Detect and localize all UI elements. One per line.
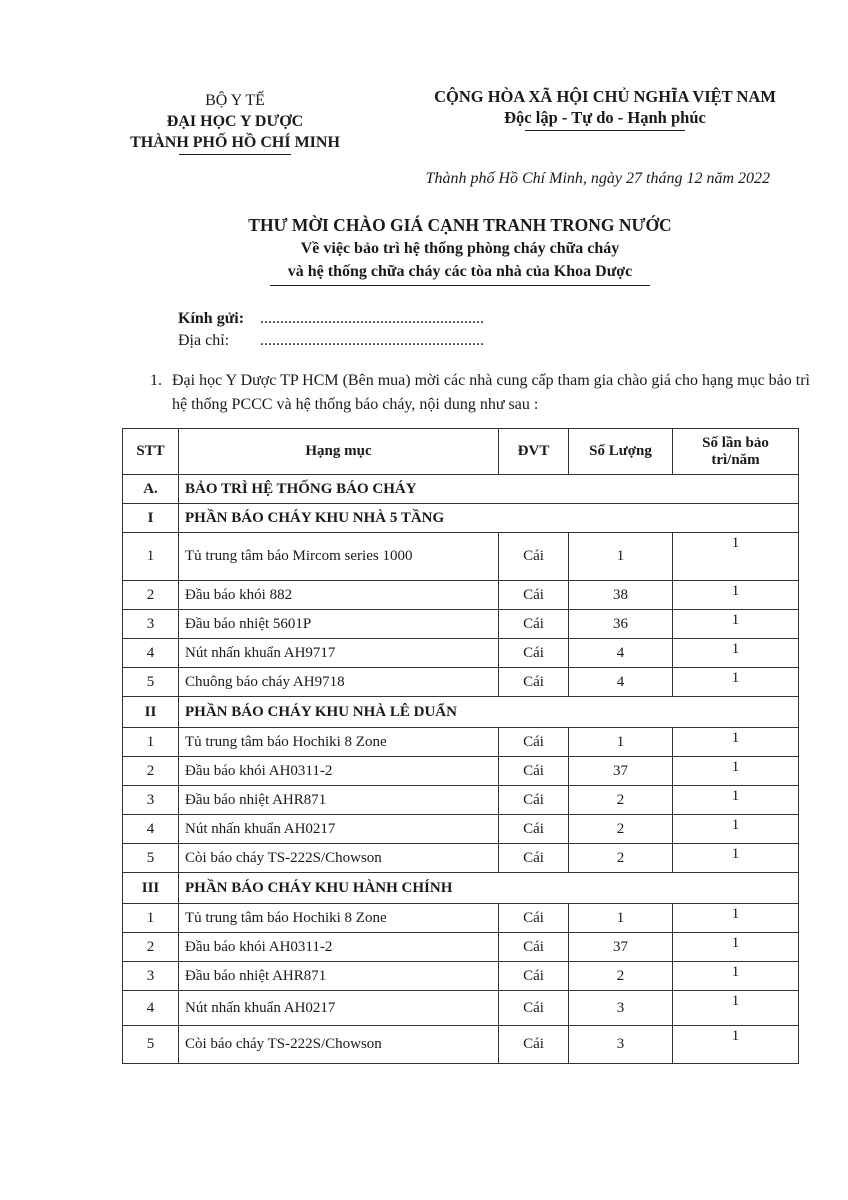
cell-unit: Cái: [499, 991, 569, 1026]
national-header: [410, 86, 800, 131]
cell-qty: 1: [569, 728, 673, 757]
cell-qty: 4: [569, 639, 673, 668]
cell-freq: 1: [673, 668, 799, 697]
cell-unit: Cái: [499, 815, 569, 844]
document-title: THƯ MỜI CHÀO GIÁ CẠNH TRANH TRONG NƯỚC: [248, 215, 672, 235]
cell-unit: Cái: [499, 728, 569, 757]
cell-stt: 2: [123, 581, 179, 610]
cell-freq: 1: [673, 786, 799, 815]
cell-qty: 37: [569, 933, 673, 962]
cell-freq: 1: [673, 844, 799, 873]
table-header-row: [123, 429, 799, 475]
table-row: [123, 962, 799, 991]
cell-item: Nút nhấn khuẩn AH0217: [179, 815, 499, 844]
cell-freq: 1: [673, 904, 799, 933]
cell-item: Đầu báo nhiệt 5601P: [179, 610, 499, 639]
org-underline: [179, 154, 291, 155]
city-name: THÀNH PHỐ HỒ CHÍ MINH: [130, 134, 340, 151]
cell-freq: 1: [673, 581, 799, 610]
table-row: [123, 610, 799, 639]
table-row: [123, 581, 799, 610]
section-title: PHẦN BÁO CHÁY KHU HÀNH CHÍNH: [179, 873, 799, 904]
cell-unit: Cái: [499, 757, 569, 786]
cell-qty: 4: [569, 668, 673, 697]
cell-freq: 1: [673, 962, 799, 991]
cell-unit: Cái: [499, 844, 569, 873]
cell-unit: Cái: [499, 962, 569, 991]
cell-item: Đầu báo khói AH0311-2: [179, 933, 499, 962]
cell-item: Tủ trung tâm báo Hochiki 8 Zone: [179, 904, 499, 933]
national-motto: Độc lập - Tự do - Hạnh phúc: [504, 108, 706, 127]
cell-unit: Cái: [499, 610, 569, 639]
header-stt: STT: [123, 429, 179, 475]
table-body: [123, 475, 799, 1064]
cell-stt: 4: [123, 991, 179, 1026]
cell-unit: Cái: [499, 1026, 569, 1064]
table-section-row: [123, 504, 799, 533]
cell-item: Đầu báo khói 882: [179, 581, 499, 610]
table-row: [123, 757, 799, 786]
cell-stt: 5: [123, 844, 179, 873]
recipient-label: Kính gửi:: [178, 310, 245, 327]
date-line: Thành phố Hồ Chí Minh, ngày 27 tháng 12 năm 2022: [425, 170, 770, 187]
cell-item: Đầu báo khói AH0311-2: [179, 757, 499, 786]
section-title: PHẦN BÁO CHÁY KHU NHÀ LÊ DUẨN: [179, 697, 799, 728]
address-label: Địa chỉ:: [178, 332, 230, 349]
section-number: A.: [123, 475, 179, 504]
cell-freq: 1: [673, 533, 799, 581]
cell-stt: 3: [123, 786, 179, 815]
document-title-block: [120, 214, 800, 286]
document-subtitle-2: và hệ thống chữa cháy các tòa nhà của Khoa Dược: [287, 263, 633, 280]
table-row: [123, 933, 799, 962]
university-name: ĐẠI HỌC Y DƯỢC: [166, 113, 304, 130]
section-number: II: [123, 697, 179, 728]
section-title: PHẦN BÁO CHÁY KHU NHÀ 5 TẦNG: [179, 504, 799, 533]
cell-item: Nút nhấn khuẩn AH0217: [179, 991, 499, 1026]
cell-stt: 1: [123, 904, 179, 933]
recipient-value: ........................................................: [260, 310, 484, 327]
header-qty: Số Lượng: [569, 429, 673, 475]
intro-number: 1.: [150, 372, 162, 389]
cell-unit: Cái: [499, 786, 569, 815]
table-row: [123, 668, 799, 697]
cell-qty: 1: [569, 904, 673, 933]
maintenance-items-table: [122, 428, 799, 1064]
table-row: [123, 533, 799, 581]
cell-qty: 1: [569, 533, 673, 581]
cell-qty: 38: [569, 581, 673, 610]
cell-qty: 2: [569, 844, 673, 873]
table-row: [123, 639, 799, 668]
cell-stt: 5: [123, 668, 179, 697]
cell-qty: 3: [569, 1026, 673, 1064]
cell-qty: 37: [569, 757, 673, 786]
address-row: [178, 330, 484, 352]
intro-text: Đại học Y Dược TP HCM (Bên mua) mời các nhà cung cấp tham gia chào giá cho hạng mục bảo trì hệ thống PCCC và hệ thống báo cháy, nội dung như sau :: [172, 372, 810, 413]
table-row: [123, 786, 799, 815]
cell-item: Tủ trung tâm báo Hochiki 8 Zone: [179, 728, 499, 757]
cell-freq: 1: [673, 610, 799, 639]
table-row: [123, 904, 799, 933]
section-number: I: [123, 504, 179, 533]
cell-qty: 3: [569, 991, 673, 1026]
ministry-name: BỘ Y TẾ: [205, 92, 265, 109]
cell-freq: 1: [673, 728, 799, 757]
organization-block: [100, 90, 370, 155]
header-unit: ĐVT: [499, 429, 569, 475]
cell-freq: 1: [673, 991, 799, 1026]
cell-item: Tủ trung tâm báo Mircom series 1000: [179, 533, 499, 581]
cell-item: Chuông báo cháy AH9718: [179, 668, 499, 697]
cell-item: Đầu báo nhiệt AHR871: [179, 962, 499, 991]
table-section-row: [123, 697, 799, 728]
cell-unit: Cái: [499, 639, 569, 668]
cell-item: Còi báo cháy TS-222S/Chowson: [179, 1026, 499, 1064]
table-row: [123, 728, 799, 757]
section-title: BẢO TRÌ HỆ THỐNG BÁO CHÁY: [179, 475, 799, 504]
cell-qty: 2: [569, 815, 673, 844]
cell-stt: 5: [123, 1026, 179, 1064]
cell-freq: 1: [673, 815, 799, 844]
recipient-row: [178, 308, 484, 330]
cell-stt: 4: [123, 815, 179, 844]
cell-unit: Cái: [499, 933, 569, 962]
cell-stt: 4: [123, 639, 179, 668]
intro-paragraph: [150, 369, 810, 417]
cell-stt: 3: [123, 610, 179, 639]
cell-unit: Cái: [499, 581, 569, 610]
cell-unit: Cái: [499, 904, 569, 933]
address-value: ........................................................: [260, 332, 484, 349]
document-subtitle-1: Về việc bảo trì hệ thống phòng cháy chữa cháy: [300, 240, 620, 257]
table-section-row: [123, 475, 799, 504]
cell-qty: 2: [569, 786, 673, 815]
table-row: [123, 991, 799, 1026]
cell-unit: Cái: [499, 533, 569, 581]
cell-freq: 1: [673, 1026, 799, 1064]
recipient-block: [178, 308, 484, 352]
cell-stt: 1: [123, 533, 179, 581]
cell-freq: 1: [673, 757, 799, 786]
section-number: III: [123, 873, 179, 904]
cell-stt: 2: [123, 757, 179, 786]
table-section-row: [123, 873, 799, 904]
motto-underline: [525, 130, 685, 131]
country-name: CỘNG HÒA XÃ HỘI CHỦ NGHĨA VIỆT NAM: [434, 87, 776, 106]
cell-stt: 1: [123, 728, 179, 757]
header-freq: Số lần bảo trì/năm: [673, 429, 799, 475]
cell-unit: Cái: [499, 668, 569, 697]
table-row: [123, 815, 799, 844]
table-row: [123, 1026, 799, 1064]
title-underline: [270, 285, 650, 286]
cell-stt: 2: [123, 933, 179, 962]
cell-item: Đầu báo nhiệt AHR871: [179, 786, 499, 815]
header-item: Hạng mục: [179, 429, 499, 475]
cell-qty: 2: [569, 962, 673, 991]
cell-stt: 3: [123, 962, 179, 991]
cell-qty: 36: [569, 610, 673, 639]
table-row: [123, 844, 799, 873]
cell-item: Nút nhấn khuẩn AH9717: [179, 639, 499, 668]
cell-freq: 1: [673, 933, 799, 962]
cell-freq: 1: [673, 639, 799, 668]
cell-item: Còi báo cháy TS-222S/Chowson: [179, 844, 499, 873]
